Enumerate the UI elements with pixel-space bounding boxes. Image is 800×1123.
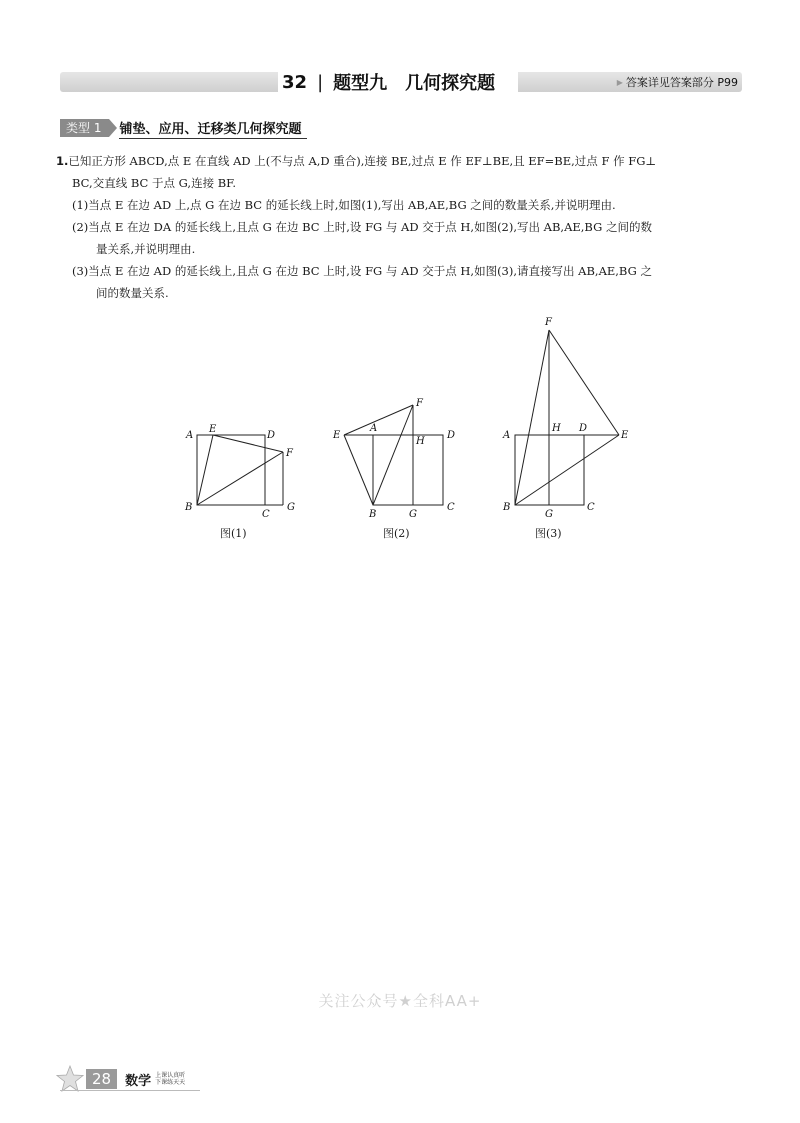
- label-f: F: [545, 317, 552, 328]
- label-c: C: [587, 502, 595, 513]
- label-f: F: [416, 398, 423, 409]
- chapter-number: 32: [282, 71, 308, 93]
- label-b: B: [503, 502, 511, 513]
- question-part2-line2: 量关系,并说明理由.: [96, 242, 196, 256]
- answer-reference-text: 答案详见答案部分 P99: [625, 76, 738, 89]
- label-d: D: [267, 430, 276, 441]
- label-h: H: [416, 436, 425, 447]
- section-badge: 类型 1: [60, 119, 109, 137]
- label-a: A: [370, 423, 378, 434]
- label-a: A: [503, 430, 511, 441]
- label-d: D: [579, 423, 588, 434]
- segment-bf: [515, 330, 549, 505]
- label-b: B: [369, 509, 377, 520]
- footer-divider: [60, 1090, 200, 1091]
- question-part3-line1: (3)当点 E 在边 AD 的延长线上,且点 G 在边 BC 上时,设 FG 与 AD 交于点 H,如图(3),请直接写出 AB,AE,BG 之: [72, 264, 652, 278]
- footer-subject: 数学: [125, 1073, 152, 1089]
- page-number: 28: [86, 1069, 117, 1089]
- triangle-marker-icon: ▶: [616, 77, 623, 87]
- footer-slogan: [155, 1072, 185, 1086]
- question-part2-line1: (2)当点 E 在边 DA 的延长线上,且点 G 在边 BC 上时,设 FG 与 AD 交于点 H,如图(2),写出 AB,AE,BG 之间的数: [72, 220, 652, 234]
- question-stem-line1: 已知正方形 ABCD,点 E 在直线 AD 上(不与点 A,D 重合),连接 BE,过点 E 作 EF⊥BE,且 EF=BE,过点 F 作 FG⊥: [68, 154, 657, 168]
- footer-slogan-line2: 下课练天天: [155, 1079, 186, 1086]
- title-separator: |: [317, 71, 324, 93]
- label-g: G: [287, 502, 295, 513]
- figure-2-caption: 图(2): [383, 527, 410, 540]
- label-c: C: [262, 509, 270, 520]
- section-title: 铺垫、应用、迁移类几何探究题: [119, 118, 307, 139]
- label-d: D: [447, 430, 456, 441]
- label-h: H: [552, 423, 561, 434]
- label-a: A: [186, 430, 194, 441]
- figure-1-caption: 图(1): [220, 527, 247, 540]
- label-b: B: [185, 502, 193, 513]
- label-g: G: [409, 509, 417, 520]
- label-e: E: [621, 430, 629, 441]
- question-part1: (1)当点 E 在边 AD 上,点 G 在边 BC 的延长线上时,如图(1),写出 AB,AE,BG 之间的数量关系,并说明理由.: [72, 198, 616, 212]
- label-g: G: [545, 509, 553, 520]
- question-number: 1.: [56, 154, 69, 168]
- question-part3-line2: 间的数量关系.: [96, 286, 169, 300]
- question-stem-line2: BC,交直线 BC 于点 G,连接 BF.: [72, 176, 237, 190]
- label-c: C: [447, 502, 455, 513]
- figure-3-caption: 图(3): [535, 527, 562, 540]
- segment-be: [515, 435, 619, 505]
- label-e: E: [209, 424, 217, 435]
- label-f: F: [286, 448, 293, 459]
- star-logo-icon: [56, 1065, 84, 1093]
- chapter-title: 题型九 几何探究题: [333, 73, 496, 94]
- label-e: E: [333, 430, 341, 441]
- footer-slogan-line1: 上课认真听: [155, 1072, 186, 1079]
- segment-ef: [549, 330, 619, 435]
- watermark: 关注公众号★全科AA+: [318, 992, 482, 1010]
